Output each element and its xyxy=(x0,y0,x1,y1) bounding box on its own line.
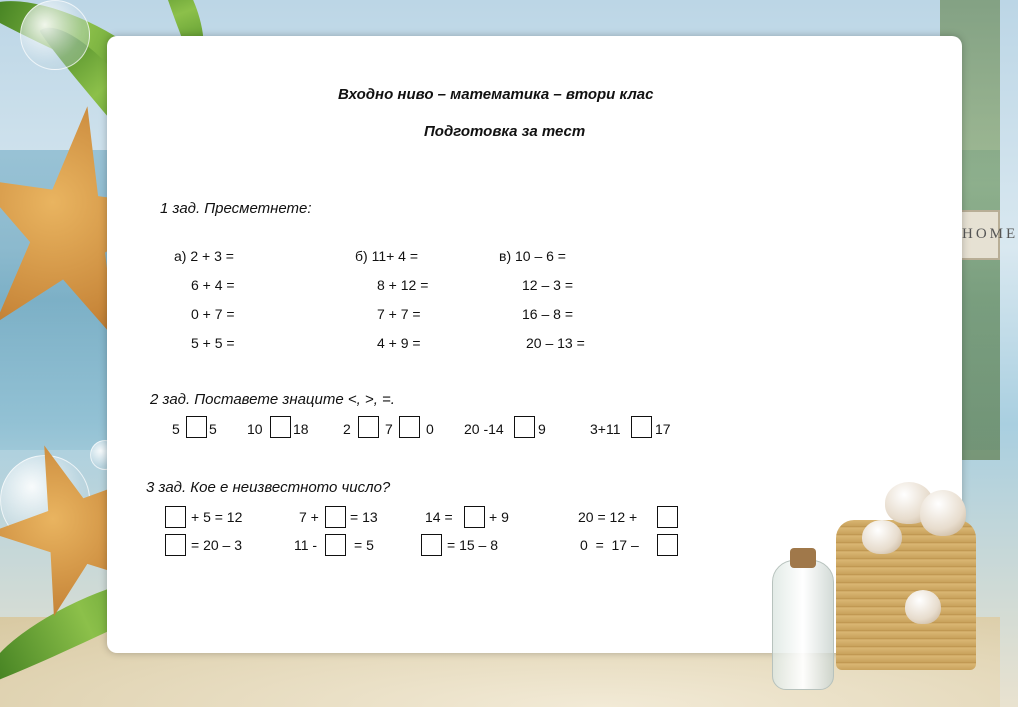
equation-after-text: + 5 = 12 xyxy=(191,509,243,525)
compare-left-value: 5 xyxy=(172,421,180,437)
compare-left-value: 10 xyxy=(247,421,263,437)
bottle-icon xyxy=(772,560,834,690)
equation-before-text: 20 = 12 + xyxy=(578,509,638,525)
compare-right-value: 9 xyxy=(538,421,546,437)
equation-before-text: 11 - xyxy=(294,537,318,553)
task1-col-b-item: 8 + 12 = xyxy=(377,277,429,293)
equation-after-text: = 5 xyxy=(354,537,374,553)
page-subtitle: Подготовка за тест xyxy=(424,123,586,140)
compare-answer-box[interactable] xyxy=(358,416,379,438)
bubble-icon xyxy=(20,0,90,70)
home-sign-text: HOME xyxy=(962,226,1018,242)
task1-col-c-item: 20 – 13 = xyxy=(526,335,585,351)
compare-right-value: 18 xyxy=(293,421,309,437)
unknown-number-box[interactable] xyxy=(657,506,678,528)
seashell-icon xyxy=(905,590,941,624)
task1-heading: 1 зад. Пресметнете: xyxy=(160,200,312,217)
compare-right-value: 7 xyxy=(385,421,393,437)
equation-after-text: = 15 – 8 xyxy=(447,537,498,553)
compare-answer-box[interactable] xyxy=(270,416,291,438)
compare-answer-box[interactable] xyxy=(514,416,535,438)
compare-left-value: 20 -14 xyxy=(464,421,504,437)
equation-before-text: 0 = 17 – xyxy=(580,537,639,553)
compare-left-value: 3+11 xyxy=(590,421,621,437)
equation-before-text: 7 + xyxy=(299,509,319,525)
unknown-number-box[interactable] xyxy=(464,506,485,528)
task1-col-a-item: 5 + 5 = xyxy=(191,335,235,351)
page-title: Входно ниво – математика – втори клас xyxy=(338,86,654,103)
task1-col-c-item: 16 – 8 = xyxy=(522,306,573,322)
unknown-number-box[interactable] xyxy=(325,534,346,556)
equation-after-text: = 20 – 3 xyxy=(191,537,242,553)
compare-left-value: 2 xyxy=(343,421,351,437)
task1-col-a-item: 0 + 7 = xyxy=(191,306,235,322)
seashell-icon xyxy=(920,490,966,536)
compare-answer-box[interactable] xyxy=(186,416,207,438)
equation-after-text: + 9 xyxy=(489,509,509,525)
bottle-cork-icon xyxy=(790,548,816,568)
unknown-number-box[interactable] xyxy=(657,534,678,556)
task1-col-c-item: в) 10 – 6 = xyxy=(499,248,566,264)
compare-answer-box[interactable] xyxy=(399,416,420,438)
compare-right-value: 0 xyxy=(426,421,434,437)
compare-right-value: 17 xyxy=(655,421,671,437)
task1-col-c-item: 12 – 3 = xyxy=(522,277,573,293)
compare-right-value: 5 xyxy=(209,421,217,437)
compare-answer-box[interactable] xyxy=(631,416,652,438)
equation-after-text: = 13 xyxy=(350,509,378,525)
unknown-number-box[interactable] xyxy=(421,534,442,556)
equation-before-text: 14 = xyxy=(425,509,453,525)
task1-col-b-item: б) 11+ 4 = xyxy=(355,248,419,264)
seashell-icon xyxy=(862,520,902,554)
task1-col-b-item: 7 + 7 = xyxy=(377,306,421,322)
task1-col-b-item: 4 + 9 = xyxy=(377,335,421,351)
unknown-number-box[interactable] xyxy=(165,506,186,528)
unknown-number-box[interactable] xyxy=(325,506,346,528)
task3-heading: 3 зад. Кое е неизвестното число? xyxy=(146,479,391,496)
task1-col-a-item: 6 + 4 = xyxy=(191,277,235,293)
basket-icon xyxy=(836,520,976,670)
task1-col-a-item: а) 2 + 3 = xyxy=(174,248,234,264)
task2-heading: 2 зад. Поставете знаците <, >, =. xyxy=(150,391,395,408)
unknown-number-box[interactable] xyxy=(165,534,186,556)
